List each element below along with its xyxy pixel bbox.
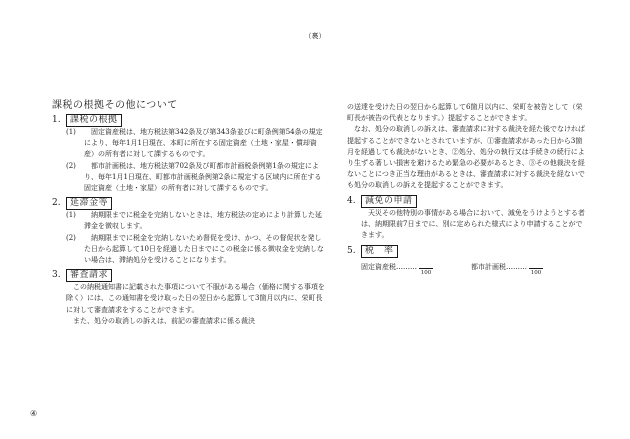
tax-rate-row xyxy=(361,262,585,277)
section-5-number: 5. xyxy=(347,246,356,257)
section-4-heading xyxy=(347,195,585,208)
section-2-item-2 xyxy=(66,233,327,267)
section-3-body xyxy=(66,282,327,327)
section-2-title: 延滞金等 xyxy=(66,197,112,210)
section-1-item-2 xyxy=(66,161,327,195)
section-1-number: 1. xyxy=(52,114,61,125)
section-4-text: 天災その他特別の事情がある場合において、減免をうけようとする者は、納期限前7日までに、別に定められた様式により申請することができます。 xyxy=(361,208,585,240)
section-1-title: 課税の根拠 xyxy=(66,114,122,127)
section-1-item-1 xyxy=(66,127,327,161)
item-text: 納期限までに税金を完納しないため督促を受け、かつ、その督促状を発した日から起算して10日を経過した日までにこの税金に係る徴収金を完納しない場合は、滞納処分を受けることになります。 xyxy=(84,233,324,265)
item-text: 都市計画税は、地方税法第702条及び町都市計画税条例第1条の規定により、毎年1月1日現在、町都市計画税条例第2条に規定する区域内に所在する固定資産（土地・家屋）の所有者に対して課するものです。 xyxy=(84,161,322,193)
right-column xyxy=(347,102,585,277)
section-3-paragraph: この納税通知書に記載された事項について不服がある場合（価格に関する事項を除く）には、この通知書を受け取った日の翌日から起算して3箇月以内に、栄町長に対して審査請求をすることができます。 xyxy=(66,283,325,314)
city-planning-tax-label: 都市計画税……… xyxy=(471,263,527,272)
section-4-number: 4. xyxy=(347,195,356,206)
left-column xyxy=(52,114,327,327)
page-side-label: （裏） xyxy=(304,32,326,40)
fixed-asset-tax-denominator: 100 xyxy=(420,270,432,277)
section-3-number: 3. xyxy=(52,270,61,281)
section-2-number: 2. xyxy=(52,198,61,209)
section-2-heading xyxy=(52,197,327,210)
section-2-item-1 xyxy=(66,210,327,232)
section-3-paragraph: また、処分の取消しの訴えは、前記の審査請求に係る裁決 xyxy=(73,316,255,325)
fixed-asset-tax-fraction xyxy=(419,262,433,277)
section-3-title: 審査請求 xyxy=(66,269,112,282)
section-3-heading xyxy=(52,269,327,282)
section-1-heading xyxy=(52,114,327,127)
page-number: ④ xyxy=(30,409,38,418)
section-4-title: 減免の申請 xyxy=(361,195,417,208)
city-planning-tax-fraction xyxy=(529,262,543,277)
item-marker: (2) xyxy=(66,161,76,170)
appeal-note-text: なお、処分の取消しの訴えは、審査請求に対する裁決を経た後でなければ提起することができないとされていますが、①審査請求があった日から3箇月を経過しても裁決がないとき、②処分、処分の執行又は手続きの続行により生ずる著しい損害を避けるため緊急の必要があるとき、③その他裁決を経ないことにつき正当な理由があるときは、審査請求に対する裁決を経ないでも処分の取消しの訴えを提起することができます。 xyxy=(347,125,585,190)
section-5-title: 税 率 xyxy=(361,245,398,258)
item-marker: (2) xyxy=(66,233,76,242)
item-marker: (1) xyxy=(66,211,76,220)
fixed-asset-tax-label: 固定資産税……… xyxy=(361,263,417,272)
item-text: 固定資産税は、地方税法第342条及び第343条並びに町条例第54条の規定により、毎年1月1日現在、本町に所在する固定資産（土地・家屋・償却資産）の所有者に対して課するものです。 xyxy=(84,128,323,159)
section-5-heading xyxy=(347,245,585,258)
fixed-asset-tax-rate xyxy=(361,262,471,277)
appeal-continued-text: の送達を受けた日の翌日から起算して6箇月以内に、栄町を被告として（栄町長が被告の代表となります。）提起することができます。 xyxy=(347,103,583,123)
document-title: 課税の根拠その他について xyxy=(52,100,178,111)
city-planning-tax-rate xyxy=(471,262,543,277)
city-planning-tax-denominator: 100 xyxy=(530,270,542,277)
item-text: 納期限までに税金を完納しないときは、地方税法の定めにより計算した延滞金を徴収します。 xyxy=(84,211,322,231)
item-marker: (1) xyxy=(66,128,76,136)
